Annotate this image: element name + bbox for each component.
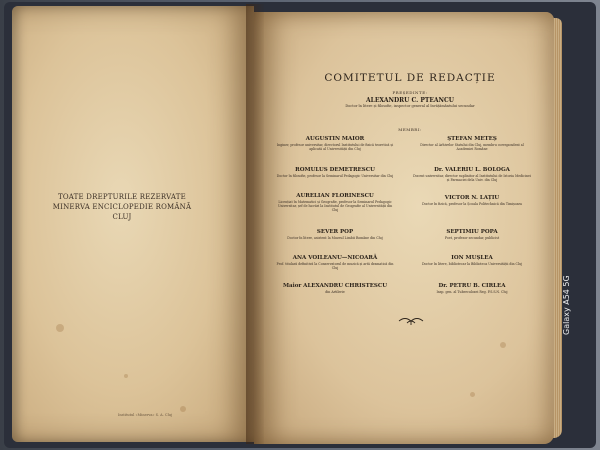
rights-notice [32, 192, 212, 222]
president-label: PREȘEDINTE: [392, 90, 428, 95]
member-description: Doctor în litere, bibliotecar la Biblioteca Universității din Cluj [421, 262, 523, 266]
member-name: ANA VOILEANU—NICOARĂ [292, 255, 378, 261]
member-description: Poet, profesor secundar, publicist [444, 236, 500, 240]
member-description: Doctor în fizică, profesor la Școala Politechnică din Timișoara [422, 202, 522, 206]
rights-line: CLUJ [112, 213, 132, 221]
member-description: Director al Arhivelor Statului din Cluj, membru corespondent al Academiei Române [420, 143, 524, 151]
ornament-icon [398, 316, 424, 326]
member-entry [275, 136, 395, 151]
member-entry [412, 255, 532, 266]
member-name: AURELIAN FLORINESCU [296, 193, 374, 199]
member-entry [412, 167, 532, 182]
member-entry [275, 193, 395, 212]
member-description: Prof. titulară definitivă la Conservatorul de muzică și artă dramatică din Cluj [276, 262, 394, 270]
member-name: VICTOR N. LAȚIU [444, 195, 500, 201]
book-gutter [246, 4, 264, 444]
foxing-stain [500, 342, 506, 348]
member-name: AUGUSTIN MAIOR [305, 136, 365, 142]
member-entry [275, 229, 395, 240]
rights-line: TOATE DREPTURILE REZERVATE [58, 193, 186, 201]
member-name: Dr. PETRU B. CIRLEA [438, 283, 506, 289]
member-description: Inginer, profesor universitar, directorul Institutului de fizică teoretică și aplicată al Universității din Cluj [276, 143, 394, 151]
member-description: Insp. gen. al Tuberculozei Reg. P.S.S.N. Cluj [436, 290, 508, 294]
member-entry [275, 283, 395, 294]
member-description: Doctor în filosofie, profesor la Seminarul Pedagogic Universitar din Cluj [276, 174, 394, 178]
member-entry [412, 195, 532, 206]
member-description: Docent universitar, director suplinitor al Institutului de Istoria Medicinei și Farmaciei dela Univ. din Cluj [413, 174, 531, 182]
member-name: ION MUȘLEA [451, 255, 493, 261]
printer-imprint: Institutul «Minerva» S. A. Cluj [118, 413, 173, 417]
camera-watermark: Galaxy A54 5G [562, 275, 571, 335]
committee-title: COMITETUL DE REDACȚIE [324, 72, 496, 84]
foxing-stain [180, 406, 186, 412]
member-entry [275, 255, 395, 270]
rights-line: MINERVA ENCICLOPEDIE ROMÂNĂ [52, 203, 192, 211]
member-description: din Artilerie [325, 290, 345, 294]
member-entry [412, 283, 532, 294]
member-name: Dr. VALERIU L. BOLOGA [434, 167, 510, 173]
member-entry [412, 136, 532, 151]
member-entry [412, 229, 532, 240]
member-name: SEVER POP [316, 229, 354, 235]
member-name: SEPTIMIU POPA [446, 229, 498, 235]
president-description: Doctor în litere și filosofie, inspector general al învățământului secundar [345, 104, 475, 108]
foxing-stain [56, 324, 64, 332]
president-name: ALEXANDRU C. PTEANCU [365, 97, 455, 104]
left-page [12, 6, 254, 442]
member-name: Maior ALEXANDRU CHRISTESCU [282, 283, 388, 289]
foxing-stain [470, 392, 475, 397]
members-label: MEMBRI: [398, 127, 422, 132]
member-name: ȘTEFAN METEȘ [447, 136, 497, 142]
member-description: Doctor în litere, asistent la Muzeul Limbii Române din Cluj [287, 236, 383, 240]
member-entry [275, 167, 395, 178]
foxing-stain [124, 374, 128, 378]
member-description: Licențiat în Matematici și Geografie, profesor la Seminarul Pedagogic Universitar, șef de lucrări la Institutul de Geografie al Universității din Cluj [277, 200, 393, 212]
member-name: ROMULUS DEMETRESCU [295, 167, 375, 173]
